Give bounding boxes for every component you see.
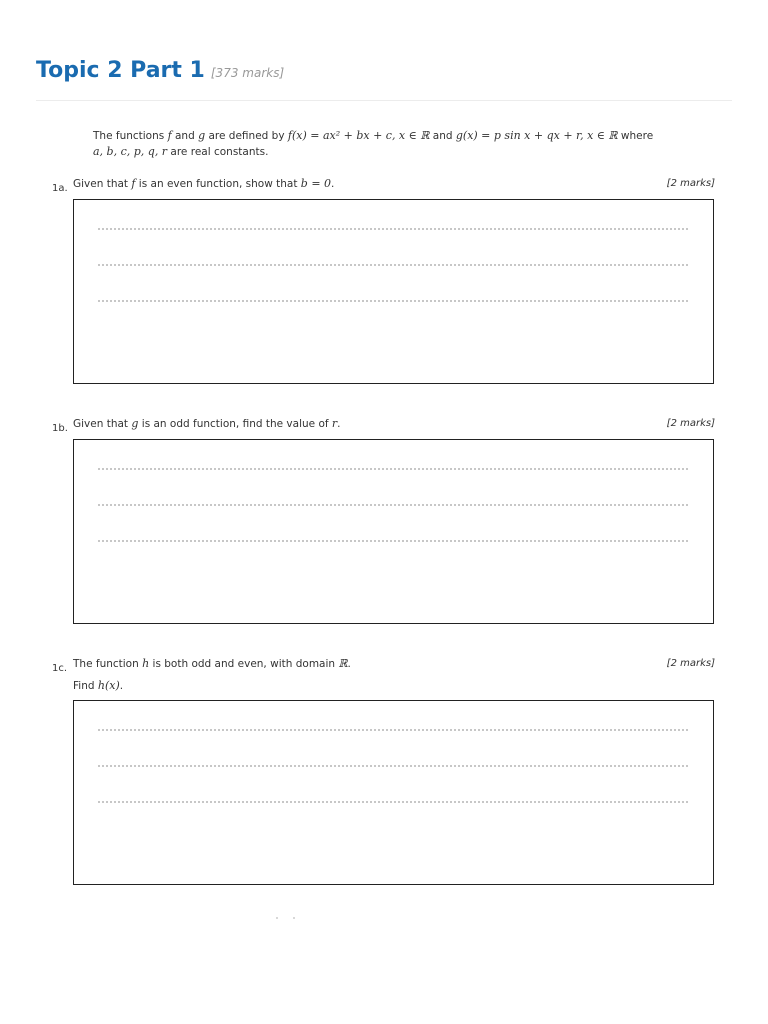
question-marks: [2 marks]	[666, 658, 715, 669]
stray-mark	[293, 917, 295, 919]
question-text-part: The function	[73, 658, 143, 670]
question-text-part: is an odd function, find the value of	[138, 418, 332, 430]
math-f: f	[167, 129, 172, 142]
answer-line	[97, 300, 689, 302]
math-f: f	[131, 177, 136, 190]
question-text-part: Find	[73, 680, 98, 692]
intro-paragraph	[93, 128, 693, 160]
math-g-definition: g(x) = p sin x + qx + r, x ∈ ℝ	[455, 129, 618, 142]
stray-mark	[276, 917, 278, 919]
answer-line	[97, 729, 689, 731]
page-header	[36, 58, 284, 83]
question-text-part: .	[347, 658, 351, 670]
question-text-part: .	[119, 680, 124, 692]
header-divider	[36, 100, 732, 101]
math-f-definition: f(x) = ax² + bx + c, x ∈ ℝ	[287, 129, 430, 142]
intro-text: are real constants.	[167, 146, 269, 158]
answer-line	[97, 504, 689, 506]
question-text-part: Given that	[73, 178, 132, 190]
page-title: Topic 2 Part 1	[36, 58, 205, 83]
intro-text: The functions	[93, 130, 168, 142]
math-r: r	[331, 417, 338, 430]
intro-text: are defined by	[205, 130, 288, 142]
intro-text: where	[617, 130, 654, 142]
question-text-part: .	[337, 418, 341, 430]
answer-line	[97, 264, 689, 266]
question-text	[73, 176, 334, 192]
question-text-part: is an even function, show that	[135, 178, 301, 190]
question-text-part: Given that	[73, 418, 132, 430]
answer-box-1a[interactable]	[73, 199, 714, 384]
question-text	[73, 416, 341, 432]
question-text-line2	[73, 678, 351, 694]
question-marks: [2 marks]	[666, 418, 715, 429]
answer-line	[97, 540, 689, 542]
math-real-numbers: ℝ	[338, 657, 348, 670]
question-text-part: is both odd and even, with domain	[149, 658, 339, 670]
question-number: 1c.	[52, 663, 68, 674]
question-text	[73, 656, 351, 694]
answer-line	[97, 765, 689, 767]
intro-text: and	[429, 130, 456, 142]
question-text-part: .	[331, 178, 335, 190]
math-g: g	[198, 129, 206, 142]
answer-box-1c[interactable]	[73, 700, 714, 885]
answer-box-1b[interactable]	[73, 439, 714, 624]
math-h-of-x: h(x)	[97, 679, 120, 692]
intro-text: and	[171, 130, 199, 142]
question-number: 1b.	[52, 423, 68, 434]
math-constants: a, b, c, p, q, r	[93, 145, 168, 158]
answer-line	[97, 801, 689, 803]
answer-line	[97, 468, 689, 470]
math-g: g	[131, 417, 139, 430]
answer-line	[97, 228, 689, 230]
question-number: 1a.	[52, 183, 68, 194]
math-b-equals-0: b = 0	[300, 177, 332, 190]
math-h: h	[142, 657, 150, 670]
question-marks: [2 marks]	[666, 178, 715, 189]
total-marks: [373 marks]	[210, 66, 285, 80]
